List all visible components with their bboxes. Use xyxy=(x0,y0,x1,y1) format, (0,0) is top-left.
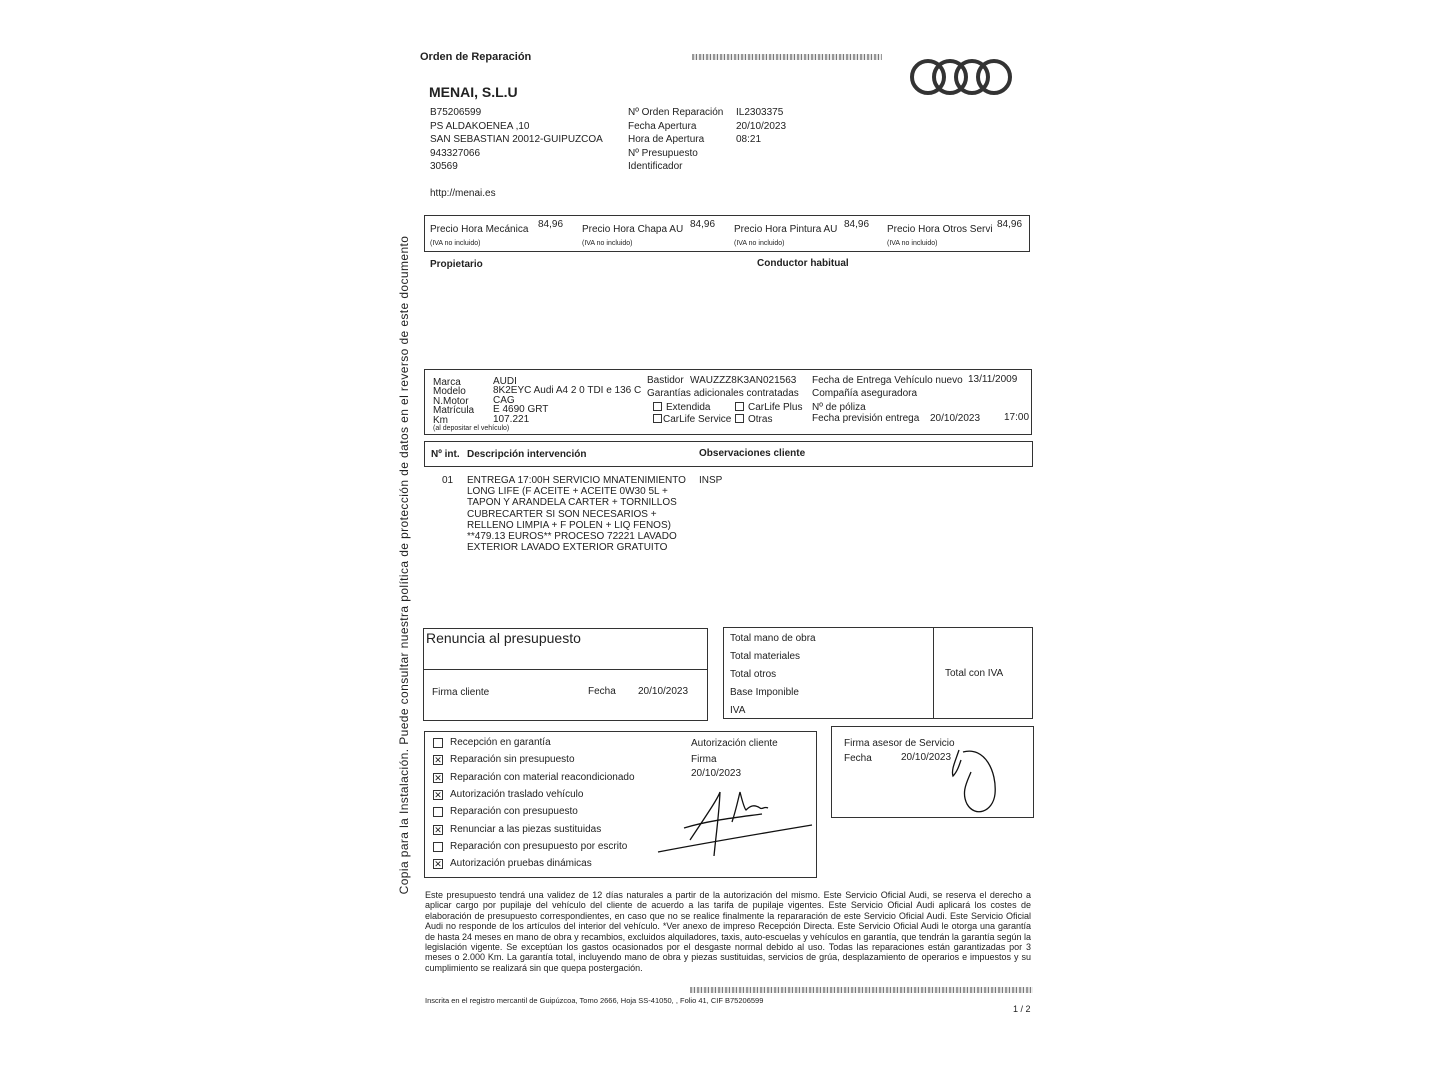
waiver-title: Renuncia al presupuesto xyxy=(426,630,581,646)
page-number: 1 / 2 xyxy=(1013,1004,1031,1014)
opening-date-value: 20/10/2023 xyxy=(736,120,787,132)
total-materials-label: Total materiales xyxy=(730,651,801,662)
checklist-label: Recepción en garantía xyxy=(450,737,551,748)
rate-otros xyxy=(887,219,1027,248)
checklist-checkbox[interactable]: ✕ xyxy=(434,824,442,835)
description-line: RELLENO LIMPIA + F POLEN + LIQ FENOS) xyxy=(467,519,671,531)
side-privacy-note: Copia para la Instalación. Puede consultar nuestra política de protección de datos en el reverso de este documento xyxy=(397,235,411,895)
policy-label: Nº de póliza xyxy=(812,402,866,413)
description-line: **479.13 EUROS** PROCESO 72221 LAVADO xyxy=(467,530,677,542)
company-code: 30569 xyxy=(430,161,458,172)
engine-label: N.Motor xyxy=(433,395,469,407)
rate-note: (IVA no incluido) xyxy=(430,240,481,247)
company-info xyxy=(430,107,603,175)
checklist-checkbox[interactable]: ✕ xyxy=(434,789,442,800)
company-cif: B75206599 xyxy=(430,107,482,118)
vin-label: Bastidor xyxy=(647,375,684,386)
rate-value: 84,96 xyxy=(538,219,564,230)
rate-note: (IVA no incluido) xyxy=(582,240,633,247)
brand-value: AUDI xyxy=(493,376,517,387)
description-header: Descripción intervención xyxy=(467,449,587,460)
checklist-checkbox[interactable]: ✕ xyxy=(434,859,442,870)
total-labor-label: Total mano de obra xyxy=(730,633,816,644)
checklist-checkbox[interactable] xyxy=(433,807,443,817)
order-values xyxy=(736,107,786,148)
rate-chapa xyxy=(582,219,718,248)
opening-time-value: 08:21 xyxy=(736,134,762,145)
checklist-label: Renunciar a las piezas sustituidas xyxy=(450,823,602,835)
carlife-service-label: CarLife Service xyxy=(663,414,732,425)
extendida-label: Extendida xyxy=(666,402,711,413)
client-authorization-date: 20/10/2023 xyxy=(691,768,742,779)
rate-mecanica xyxy=(430,219,566,248)
description-line: CUBRECARTER SI SON NECESARIOS + xyxy=(467,508,657,520)
scan-noise-top xyxy=(692,54,882,60)
otras-checkbox[interactable] xyxy=(735,414,744,423)
km-note: (al depositar el vehículo) xyxy=(433,425,510,432)
rate-label: Precio Hora Mecánica xyxy=(430,224,529,235)
checklist-checkbox[interactable] xyxy=(433,842,443,852)
km-value: 107.221 xyxy=(493,413,530,425)
advisor-sign-label: Firma asesor de Servicio xyxy=(844,738,955,749)
client-sign-label: Firma xyxy=(691,754,717,765)
plate-value: E 4690 GRT xyxy=(493,404,549,416)
otras-label: Otras xyxy=(748,414,773,425)
opening-date-label: Fecha Apertura xyxy=(628,120,697,132)
waiver-date-value: 20/10/2023 xyxy=(638,686,689,697)
waiver-divider xyxy=(423,669,708,670)
waiver-date-label: Fecha xyxy=(588,686,616,697)
rate-pintura xyxy=(734,219,870,248)
forecast-time: 17:00 xyxy=(1004,412,1030,423)
intervention-number: 01 xyxy=(442,475,454,486)
rate-value: 84,96 xyxy=(844,219,870,230)
company-website: http://menai.es xyxy=(430,188,496,199)
advisor-date-label: Fecha xyxy=(844,753,872,764)
km-label: Km xyxy=(433,414,448,426)
insurer-label: Compañía aseguradora xyxy=(812,388,918,399)
description-line: LONG LIFE (F ACEITE + ACEITE 0W30 5L + xyxy=(467,486,668,498)
registry-text: Inscrita en el registro mercantil de Guipúzcoa, Tomo 2666, Hoja SS-41050, , Folio 41, CIF B75206599 xyxy=(425,996,764,1005)
forecast-label: Fecha previsión entrega xyxy=(812,413,920,424)
delivery-new-label: Fecha de Entrega Vehículo nuevo xyxy=(812,375,963,386)
carlife-plus-checkbox[interactable] xyxy=(735,402,744,411)
checklist-label: Reparación con presupuesto xyxy=(450,806,578,818)
waiver-sign-label: Firma cliente xyxy=(432,687,490,698)
vin-value: WAUZZZ8K3AN021563 xyxy=(690,375,797,386)
company-phone: 943327066 xyxy=(430,147,481,159)
rate-value: 84,96 xyxy=(690,219,716,230)
order-number-label: Nº Orden Reparación xyxy=(628,107,724,118)
advisor-date-value: 20/10/2023 xyxy=(901,752,952,763)
vehicle-values xyxy=(493,376,641,423)
engine-value: CAG xyxy=(493,394,515,406)
legal-conditions: Este presupuesto tendrá una validez de 12 días naturales a partir de la autorización del mismo. Este Servicio Oficial Audi, se reserva el derecho a aplicar cargo por pupilaje del vehículo del cliente de acuerdo a las tarifa de pupilaje vigentes. Este Servicio Oficial Audi aplicará los costes de elaboración de presupuesto correspondientes, en caso que no se realice finalmente la repararación de este Servicio Oficial Audi. Este Servicio Oficial Audi no responde de los artículos del interior del vehículo. *Ver anexo de impreso Recepción Directa. Este Servicio Oficial Audi le otorga una garantía de hasta 24 meses en mano de obra y recambios, excluidos alquiladores, taxis, auto-escuelas y vehículos en garantía, que tendrán la garantía según la legislación vigente. Se exceptúan los gastos ocasionados por el desgaste normal debido al uso. Todas las reparaciones están garantizadas por 3 meses o 2.000 Km. La garantía total, incluyendo mano de obra y piezas sustituidas, servicios de grúa, desplazamiento de operarios e impuestos y su cumplimiento se realizará sin que quepa postergación. xyxy=(425,890,1031,973)
rate-note: (IVA no incluido) xyxy=(887,240,938,247)
opening-time-label: Hora de Apertura xyxy=(628,134,705,145)
carlife-plus-label: CarLife Plus xyxy=(748,402,803,413)
checklist-label: Reparación con material reacondicionado xyxy=(450,771,635,783)
brand-label: Marca xyxy=(433,377,461,388)
scan-noise-bottom xyxy=(690,987,1033,993)
totals-divider xyxy=(933,627,934,719)
rate-label: Precio Hora Chapa AU xyxy=(582,224,684,235)
order-number-value: IL2303375 xyxy=(736,107,784,118)
advisor-signature-image xyxy=(945,742,1001,818)
vat-label: IVA xyxy=(730,705,746,716)
budget-number-label: Nº Presupuesto xyxy=(628,147,698,159)
int-number-header: Nº int. xyxy=(431,449,460,460)
total-with-vat-label: Total con IVA xyxy=(945,668,1004,679)
description-line: EXTERIOR LAVADO EXTERIOR GRATUITO xyxy=(467,542,668,554)
doc-title: Orden de Reparación xyxy=(420,51,532,63)
order-labels xyxy=(628,107,723,175)
rate-value: 84,96 xyxy=(997,219,1023,230)
plate-label: Matrícula xyxy=(433,405,475,417)
model-label: Modelo xyxy=(433,386,466,398)
checklist-label: Autorización pruebas dinámicas xyxy=(450,858,592,870)
driver-label: Conductor habitual xyxy=(757,258,849,269)
client-signature-image xyxy=(650,770,820,860)
total-others-label: Total otros xyxy=(730,669,777,680)
rate-label: Precio Hora Otros Servi xyxy=(887,224,993,235)
rate-label: Precio Hora Pintura AU xyxy=(734,224,838,235)
description-line: ENTREGA 17:00H SERVICIO MNATENIMIENTO xyxy=(467,475,686,486)
rate-note: (IVA no incluido) xyxy=(734,240,785,247)
extendida-checkbox[interactable] xyxy=(653,402,662,411)
description-line: TAPON Y ARANDELA CARTER + TORNILLOS xyxy=(467,497,677,509)
checklist-checkbox[interactable] xyxy=(433,738,443,748)
vehicle-labels xyxy=(433,377,474,424)
checklist-label: Reparación con presupuesto por escrito xyxy=(450,840,628,852)
totals-labels xyxy=(730,633,816,723)
checklist-checkbox[interactable]: ✕ xyxy=(434,755,442,766)
company-name: MENAI, S.L.U xyxy=(429,84,518,100)
tax-base-label: Base Imponible xyxy=(730,687,799,698)
checklist-label: Reparación sin presupuesto xyxy=(450,754,575,766)
company-city: SAN SEBASTIAN 20012-GUIPUZCOA xyxy=(430,134,603,145)
four-rings-logo xyxy=(904,55,1020,99)
forecast-date: 20/10/2023 xyxy=(930,413,981,424)
delivery-new-value: 13/11/2009 xyxy=(968,374,1018,385)
checklist-label: Autorización traslado vehículo xyxy=(450,788,584,800)
client-authorization-title: Autorización cliente xyxy=(691,738,778,749)
intervention-observation: INSP xyxy=(699,475,723,486)
model-value: 8K2EYC Audi A4 2 0 TDI e 136 C xyxy=(493,385,642,397)
company-address: PS ALDAKOENEA ,10 xyxy=(430,120,530,132)
intervention-description xyxy=(467,475,686,553)
owner-label: Propietario xyxy=(430,259,483,270)
checklist-checkbox[interactable]: ✕ xyxy=(434,772,442,783)
identifier-label: Identificador xyxy=(628,161,683,172)
carlife-service-checkbox[interactable] xyxy=(653,414,662,423)
observations-header: Observaciones cliente xyxy=(699,448,806,459)
guarantees-label: Garantías adicionales contratadas xyxy=(647,388,799,399)
